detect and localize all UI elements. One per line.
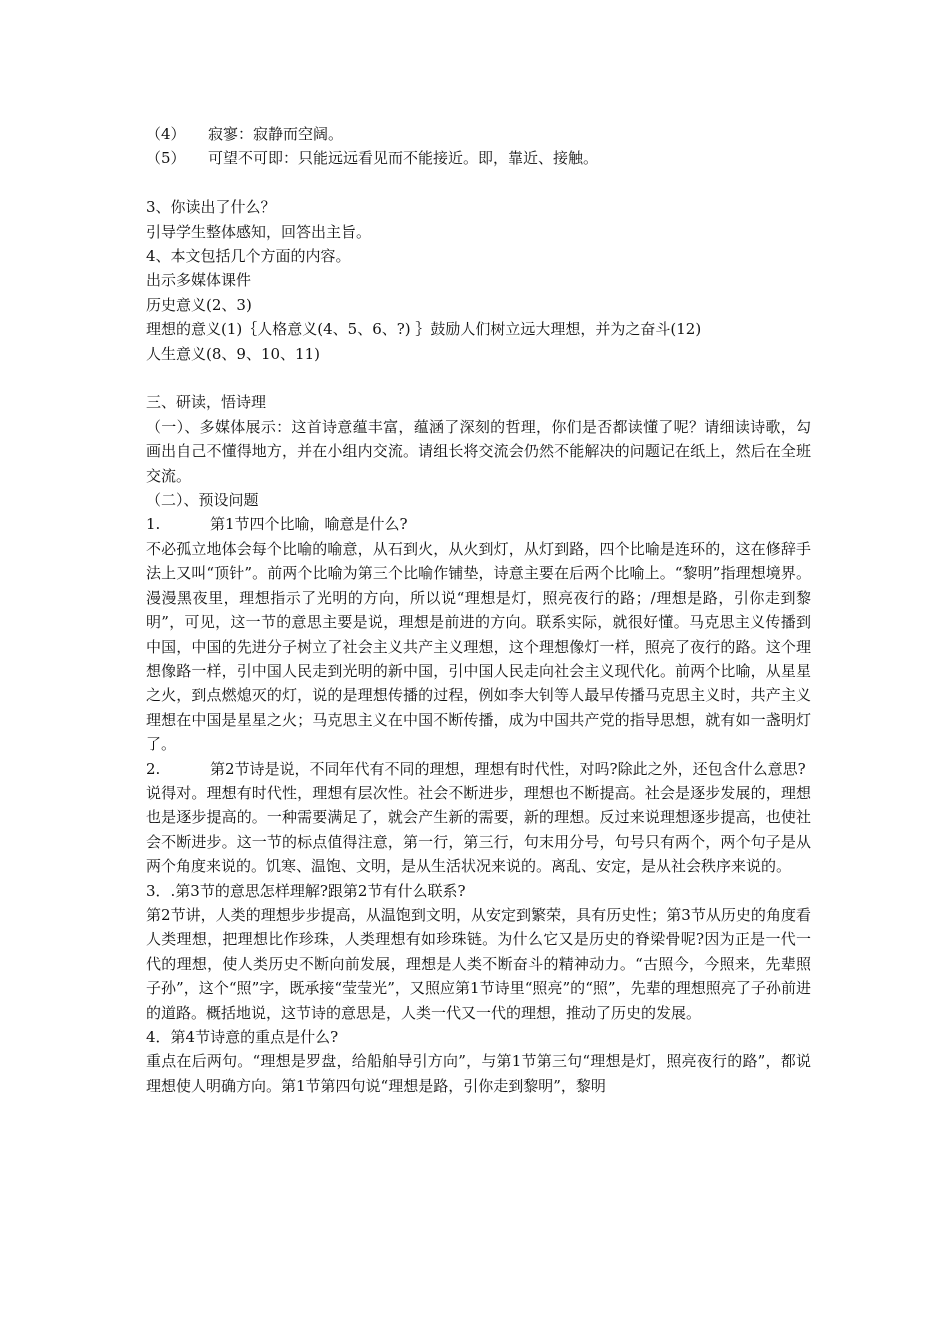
- ideal-meaning: 理想的意义(1)｛人格意义(4、5、6、?) ｝鼓励人们树立远大理想，并为之奋斗(12): [146, 320, 702, 339]
- section-3-part-1: （一）、多媒体展示：这首诗意蕴丰富，蕴涵了深刻的哲理，你们是否都读懂了呢？请细读诗歌，勾画出自己不懂得地方，并在小组内交流。请组长将交流会仍然不能解决的问题记在纸上，然后在全班交流。: [146, 417, 811, 485]
- question-number: 2.: [146, 759, 161, 778]
- question-text: 第1节四个比喻，喻意是什么?: [210, 515, 408, 534]
- section-3-title: 三、研读，悟诗理: [146, 393, 267, 412]
- note-number: （5）: [146, 149, 186, 168]
- answer-2: 说得对。理想有时代性，理想有层次性。社会不断进步，理想也不断提高。社会是逐步发展的，理想也是逐步提高的。一种需要满足了，就会产生新的需要，新的理想。反过来说理想逐步提高，也使社会不断进步。这一节的标点值得注意，第一行，第三行，句末用分号，句号只有两个，两个句子是从两个角度来说的。饥寒、温饱、文明，是从生活状况来说的。离乱、安定，是从社会秩序来说的。: [146, 783, 811, 876]
- document-page: [146, 122, 811, 1098]
- blank-line: [146, 366, 811, 390]
- question-number: 1.: [146, 515, 161, 534]
- question-4-heading: 4、本文包括几个方面的内容。: [146, 247, 351, 266]
- life-meaning: 人生意义(8、9、10、11): [146, 344, 320, 363]
- note-line-4: [146, 122, 811, 146]
- history-meaning: 历史意义(2、3): [146, 295, 252, 314]
- section-3-part-2: （二）、预设问题: [146, 491, 259, 510]
- blank-line: [146, 171, 811, 195]
- note-line-5: [146, 146, 811, 170]
- question-text: 第2节诗是说，不同年代有不同的理想，理想有时代性，对吗?除此之外，还包含什么意思?: [210, 759, 806, 778]
- multimedia-line: 出示多媒体课件: [146, 271, 252, 290]
- answer-4: 重点在后两句。“理想是罗盘，给船舶导引方向”，与第1节第三句“理想是灯，照亮夜行的路”，都说理想使人明确方向。第1节第四句说“理想是路，引你走到黎明”，黎明: [146, 1052, 811, 1095]
- note-number: （4）: [146, 125, 186, 143]
- question-3-answer: 引导学生整体感知，回答出主旨。: [146, 222, 372, 241]
- note-text: 可望不可即：只能远远看见而不能接近。即，靠近、接触。: [208, 149, 599, 168]
- preset-question-2: [146, 757, 811, 781]
- preset-question-4: 4．第4节诗意的重点是什么?: [146, 1028, 339, 1046]
- preset-question-1: [146, 512, 811, 536]
- answer-3: 第2节讲，人类的理想步步提高，从温饱到文明，从安定到繁荣，具有历史性；第3节从历史的角度看人类理想，把理想比作珍珠，人类理想有如珍珠链。为什么它又是历史的脊梁骨呢?因为正是一代一代的理想，使人类历史不断向前发展，理想是人类不断奋斗的精神动力。“古照今，今照来，先辈照子孙”，这个“照”字，既承接“莹莹光”，又照应第1节诗里“照亮”的“照”，先辈的理想照亮了子孙前进的道路。概括地说，这节诗的意思是，人类一代又一代的理想，推动了历史的发展。: [146, 905, 811, 1022]
- preset-question-3: 3．.第3节的意思怎样理解?跟第2节有什么联系?: [146, 881, 466, 900]
- question-3-heading: 3、你读出了什么？: [146, 198, 276, 217]
- note-text: 寂寥：寂静而空阔。: [208, 125, 344, 143]
- answer-1: 不必孤立地体会每个比喻的喻意，从石到火，从火到灯，从灯到路，四个比喻是连环的，这在修辞手法上又叫“顶针”。前两个比喻为第三个比喻作铺垫，诗意主要在后两个比喻上。“黎明”指理想境界。漫漫黑夜里，理想指示了光明的方向，所以说“理想是灯，照亮夜行的路；/理想是路，引你走到黎明”，可见，这一节的意思主要是说，理想是前进的方向。联系实际，就很好懂。马克思主义传播到中国，中国的先进分子树立了社会主义共产主义理想，这个理想像灯一样，照亮了夜行的路。这个理想像路一样，引中国人民走到光明的新中国，引中国人民走向社会主义现代化。前两个比喻，从星星之火，到点燃熄灭的灯，说的是理想传播的过程，例如李大钊等人最早传播马克思主义时，共产主义理想在中国是星星之火；马克思主义在中国不断传播，成为中国共产党的指导思想，就有如一盏明灯了。: [146, 539, 811, 754]
